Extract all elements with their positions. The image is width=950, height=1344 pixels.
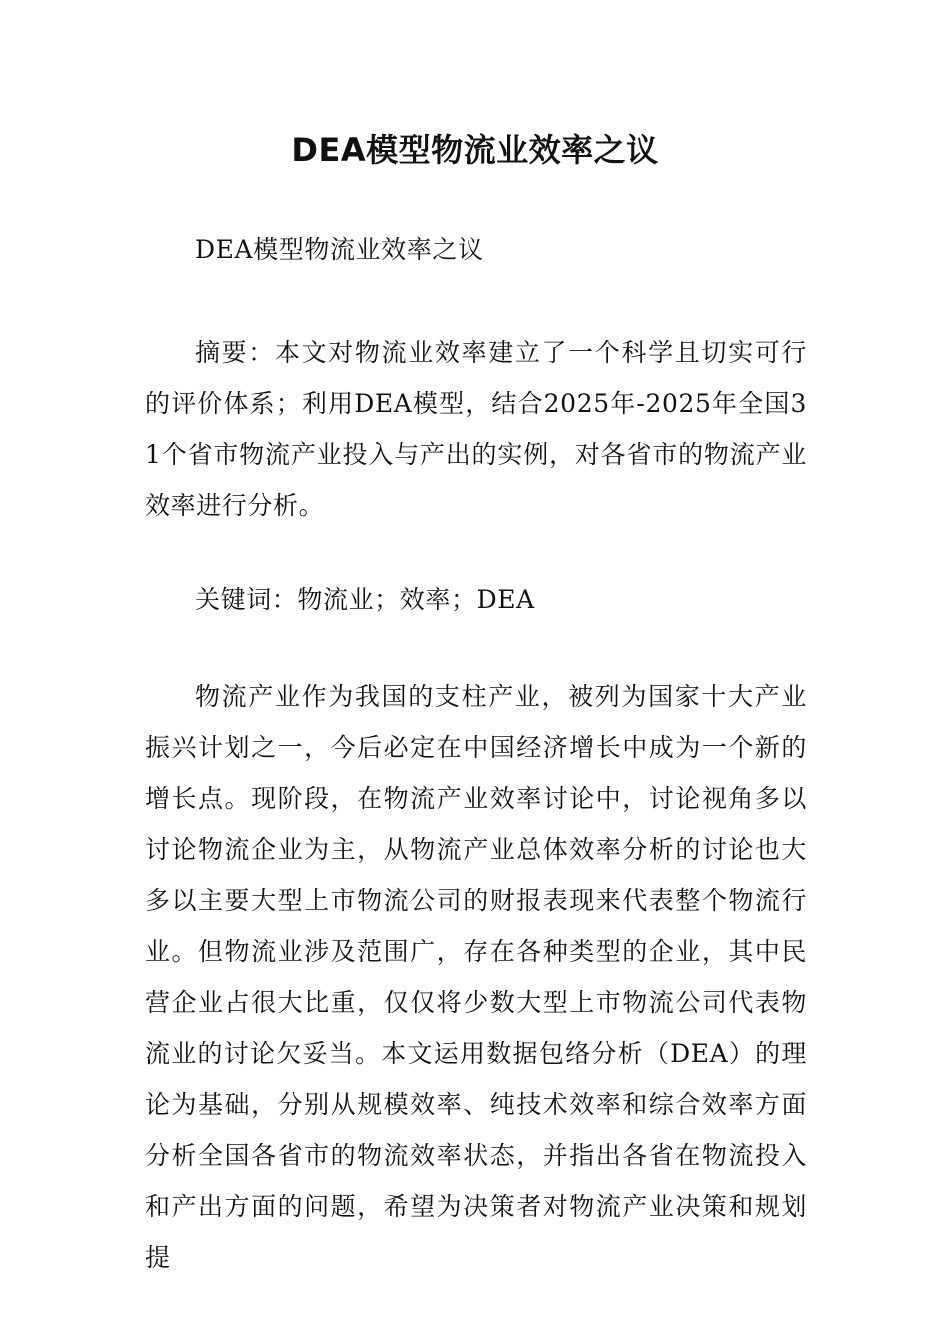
body-paragraph: 物流产业作为我国的支柱产业，被列为国家十大产业振兴计划之一，今后必定在中国经济增长中成为一个新的增长点。现阶段，在物流产业效率讨论中，讨论视角多以讨论物流企业为主，从物流产业总体效率分析的讨论也大多以主要大型上市物流公司的财报表现来代表整个物流行业。但物流业涉及范围广，存在各种类型的企业，其中民营企业占很大比重，仅仅将少数大型上市物流公司代表物流业的讨论欠妥当。本文运用数据包络分析（DEA）的理论为基础，分别从规模效率、纯技术效率和综合效率方面分析全国各省市的物流效率状态，并指出各省在物流投入和产出方面的问题，希望为决策者对物流产业决策和规划提 [145, 682, 807, 1272]
document-subtitle: DEA模型物流业效率之议 [195, 235, 484, 264]
abstract-paragraph: 摘要：本文对物流业效率建立了一个科学且切实可行的评价体系；利用DEA模型，结合2025年-2025年全国31个省市物流产业投入与产出的实例，对各省市的物流产业效率进行分析。 [145, 338, 807, 520]
keywords-paragraph: 关键词：物流业；效率；DEA [195, 585, 535, 614]
document-title: DEA模型物流业效率之议 [291, 131, 659, 169]
